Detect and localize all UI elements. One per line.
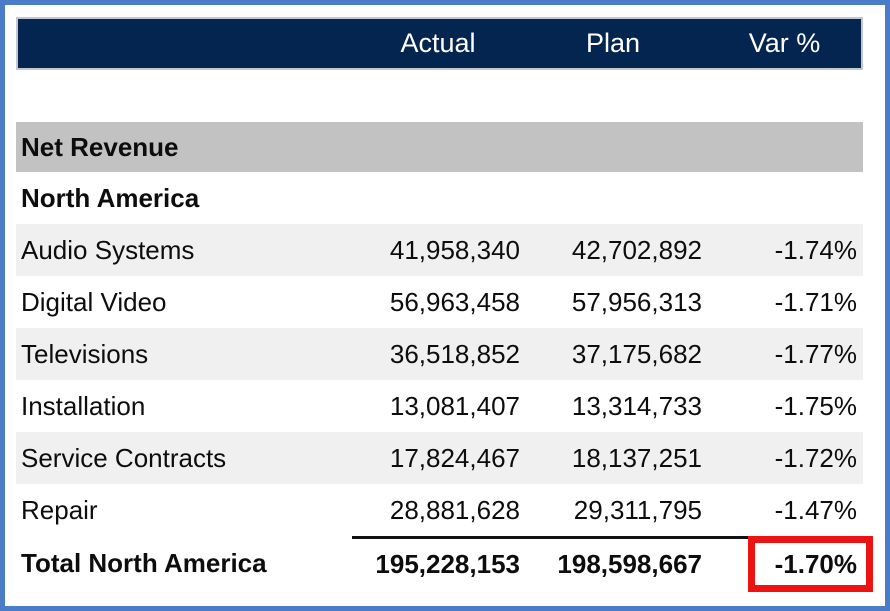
- row-actual-cell: 13,081,407: [389, 390, 520, 421]
- table-row: [16, 380, 863, 432]
- row-plan-cell: 37,175,682: [571, 338, 702, 369]
- row-var-cell: -1.71%: [774, 286, 857, 317]
- row-actual-cell: 36,518,852: [389, 338, 520, 369]
- row-label: Service Contracts: [21, 442, 227, 473]
- total-row: [16, 536, 863, 590]
- row-actual-cell: 41,958,340: [389, 234, 520, 265]
- group-header-label: North America: [21, 182, 200, 213]
- header-cell-actual: Actual: [400, 28, 476, 58]
- table-header-row: [16, 17, 863, 70]
- table-row: [16, 328, 863, 380]
- section-header-label: Net Revenue: [21, 131, 179, 162]
- row-var-cell: -1.77%: [774, 338, 857, 369]
- row-label: Audio Systems: [21, 234, 195, 265]
- row-plan-cell: 18,137,251: [571, 442, 702, 473]
- row-plan-cell: 13,314,733: [571, 390, 702, 421]
- row-label: Repair: [21, 494, 98, 525]
- data-rows: [16, 224, 863, 536]
- table-row: [16, 224, 863, 276]
- section-header-net-revenue: [16, 122, 863, 172]
- row-var-cell: -1.75%: [774, 390, 857, 421]
- total-row-label: Total North America: [21, 547, 267, 578]
- table-row: [16, 276, 863, 328]
- row-label: Televisions: [21, 338, 149, 369]
- total-var-cell: -1.70%: [702, 536, 863, 590]
- row-var-cell: -1.47%: [774, 494, 857, 525]
- row-actual-cell: 17,824,467: [389, 442, 520, 473]
- row-var-cell: -1.74%: [774, 234, 857, 265]
- table-row: [16, 484, 863, 536]
- table-row: [16, 432, 863, 484]
- header-cell-plan: Plan: [585, 28, 641, 58]
- variance-table: [16, 17, 863, 590]
- row-label: Digital Video: [21, 286, 167, 317]
- row-plan-cell: 29,311,795: [573, 494, 702, 525]
- row-label: Installation: [21, 390, 146, 421]
- total-plan-cell: 198,598,667: [520, 536, 702, 590]
- row-plan-cell: 57,956,313: [571, 286, 702, 317]
- row-actual-cell: 28,881,628: [389, 494, 520, 525]
- row-var-cell: -1.72%: [774, 442, 857, 473]
- header-cell-var-pct: Var %: [748, 28, 821, 58]
- row-plan-cell: 42,702,892: [571, 234, 702, 265]
- total-actual-cell: 195,228,153: [352, 536, 520, 590]
- group-header-row: [16, 172, 863, 224]
- row-actual-cell: 56,963,458: [389, 286, 520, 317]
